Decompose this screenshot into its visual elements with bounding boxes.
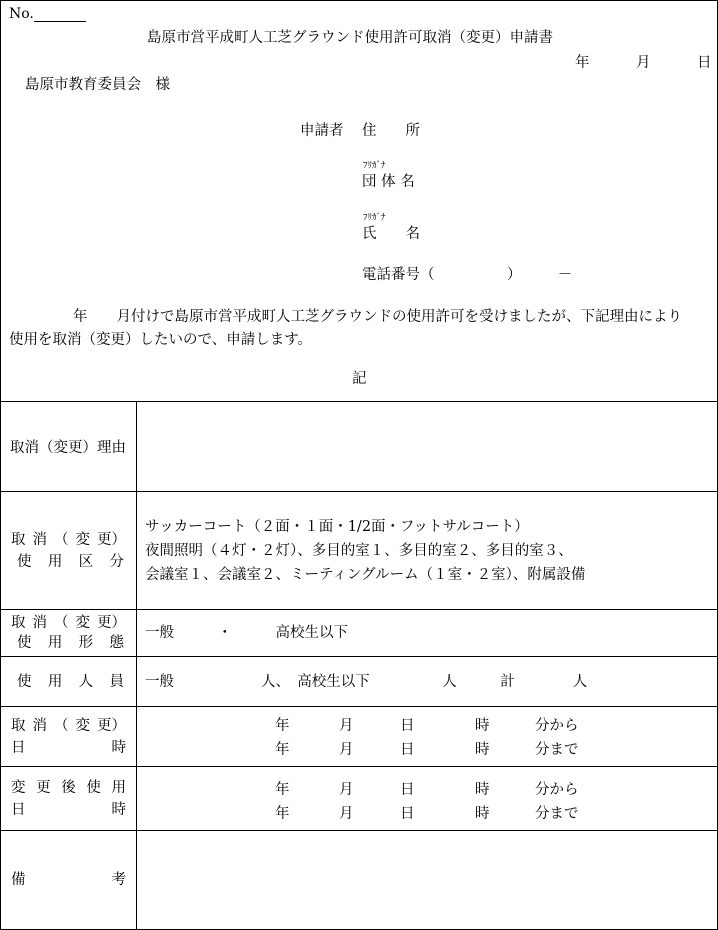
remarks-label-cell [1,831,137,930]
dt-to: 分まで [535,805,579,822]
cancel-datetime-label-line2 [1,737,136,759]
body-line-2: 使用を取消（変更）したいので、申請します。 [9,332,313,348]
details-table [0,401,718,930]
furigana-person: ﾌﾘｶﾞﾅ [363,213,386,223]
changed-datetime-lines [137,770,718,828]
people-value-cell[interactable] [137,657,718,707]
furigana-group: ﾌﾘｶﾞﾅ [363,161,386,171]
division-row [1,492,718,610]
label-char: （ [54,717,69,734]
remarks-label [1,869,136,891]
label-char: 使 [17,553,32,570]
dt-year: 年 [275,741,290,758]
label-char: 用 [47,673,63,690]
label-char: 使 [17,635,32,651]
remarks-row [1,831,718,930]
people-label-cell [1,657,137,707]
label-char: （ [54,615,69,631]
dt-from: 分から [535,717,579,734]
changed-datetime-label-line2 [1,799,136,821]
label-char: 区 [78,553,94,570]
form-value-cell[interactable] [137,610,718,657]
label-char: 備 [11,872,26,888]
reason-row [1,402,718,492]
form-label-line2 [1,633,136,653]
label-char: 変 [75,531,90,548]
number-blank[interactable] [34,7,86,22]
form-title: 島原市営平成町人工芝グラウンド使用許可取消（変更）申請書 [147,30,553,46]
cancel-datetime-label-cell [1,707,137,767]
dt-year: 年 [275,717,290,734]
dt-month: 月 [339,717,354,734]
dt-from: 分から [535,781,579,798]
dt-month: 月 [339,741,354,758]
division-value-cell[interactable] [137,492,718,610]
date-month-label: 月 [636,55,651,71]
label-char: 取 [11,615,26,631]
label-char: 使 [86,779,101,796]
division-line-2: 夜間照明（４灯・２灯）、多目的室１、多目的室２、多目的室３、 [145,542,573,559]
label-char: 消 [32,615,47,631]
label-char: 更） [97,531,126,548]
label-char: 使 [17,673,32,690]
division-line-3: 会議室１、会議室２、ミーティングルーム（１室・２室）、附属設備 [145,566,586,583]
dt-day: 日 [400,781,415,798]
changed-datetime-row [1,767,718,831]
dt-hour: 時 [475,805,490,822]
label-char: 用 [47,553,63,570]
cancel-datetime-value-cell[interactable] [137,707,718,767]
label-char: 態 [109,635,124,651]
form-label-line1 [1,613,136,633]
label-char: 消 [32,531,47,548]
label-char: 用 [47,635,63,651]
ki-label: 記 [352,371,367,387]
label-char: 取 [11,717,26,734]
division-line-1: サッカーコート（２面・１面・1/2面・フットサルコート） [145,518,529,535]
label-char: 後 [61,779,76,796]
label-char: （ [54,531,69,548]
number-label: No. [9,6,34,22]
date-day-label: 日 [697,55,712,71]
label-char: 分 [109,553,124,570]
label-char: 更） [97,717,126,734]
reason-label-cell [1,402,137,492]
division-label-line2 [1,551,136,573]
form-label-cell [1,610,137,657]
label-char: 日 [11,801,26,818]
people-label [1,671,136,693]
addressee: 島原市教育委員会 様 [25,77,170,93]
dt-to: 分まで [535,741,579,758]
label-char: 員 [109,673,124,690]
dt-hour: 時 [475,717,490,734]
people-value: 一般 人、 高校生以下 人 計 人 [145,673,588,690]
person-name-label: 氏 名 [362,226,420,242]
changed-datetime-label-line1 [1,777,136,799]
label-char: 用 [111,779,126,796]
division-label-cell [1,492,137,610]
reason-label: 取消（変更）理由 [10,440,126,456]
label-char: 考 [111,872,126,888]
dt-year: 年 [275,781,290,798]
label-char: 消 [32,717,47,734]
changed-datetime-value-cell[interactable] [137,767,718,831]
label-char: 時 [111,739,126,756]
division-label-line1 [1,529,136,551]
label-char: 変 [75,717,90,734]
label-char: 変 [75,615,90,631]
dt-hour: 時 [475,781,490,798]
body-line-1: 年 月付けで島原市営平成町人工芝グラウンドの使用許可を受けましたが、下記理由により [73,309,682,325]
dt-month: 月 [339,805,354,822]
form-row [1,610,718,657]
people-row [1,657,718,707]
phone-label: 電話番号（ ） － [362,267,573,283]
label-char: 更） [97,615,126,631]
label-char: 時 [111,801,126,818]
label-char: 人 [78,673,94,690]
number-field [9,6,86,22]
dt-hour: 時 [475,741,490,758]
dt-day: 日 [400,741,415,758]
group-name-label: 団 体 名 [362,174,415,190]
address-label: 住 所 [362,123,420,139]
label-char: 取 [11,531,26,548]
cancel-datetime-lines [137,708,718,766]
form-value: 一般 ・ 高校生以下 [145,625,348,641]
applicant-label: 申請者 [300,123,344,139]
cancel-datetime-label-line1 [1,715,136,737]
dt-year: 年 [275,805,290,822]
changed-datetime-label-cell [1,767,137,831]
dt-month: 月 [339,781,354,798]
label-char: 形 [78,635,94,651]
reason-value-cell[interactable] [137,402,718,492]
label-char: 日 [11,739,26,756]
dt-day: 日 [400,805,415,822]
label-char: 変 [11,779,26,796]
dt-day: 日 [400,717,415,734]
cancel-datetime-row [1,707,718,767]
remarks-value-cell[interactable] [137,831,718,930]
date-year-label: 年 [575,55,590,71]
label-char: 更 [36,779,51,796]
